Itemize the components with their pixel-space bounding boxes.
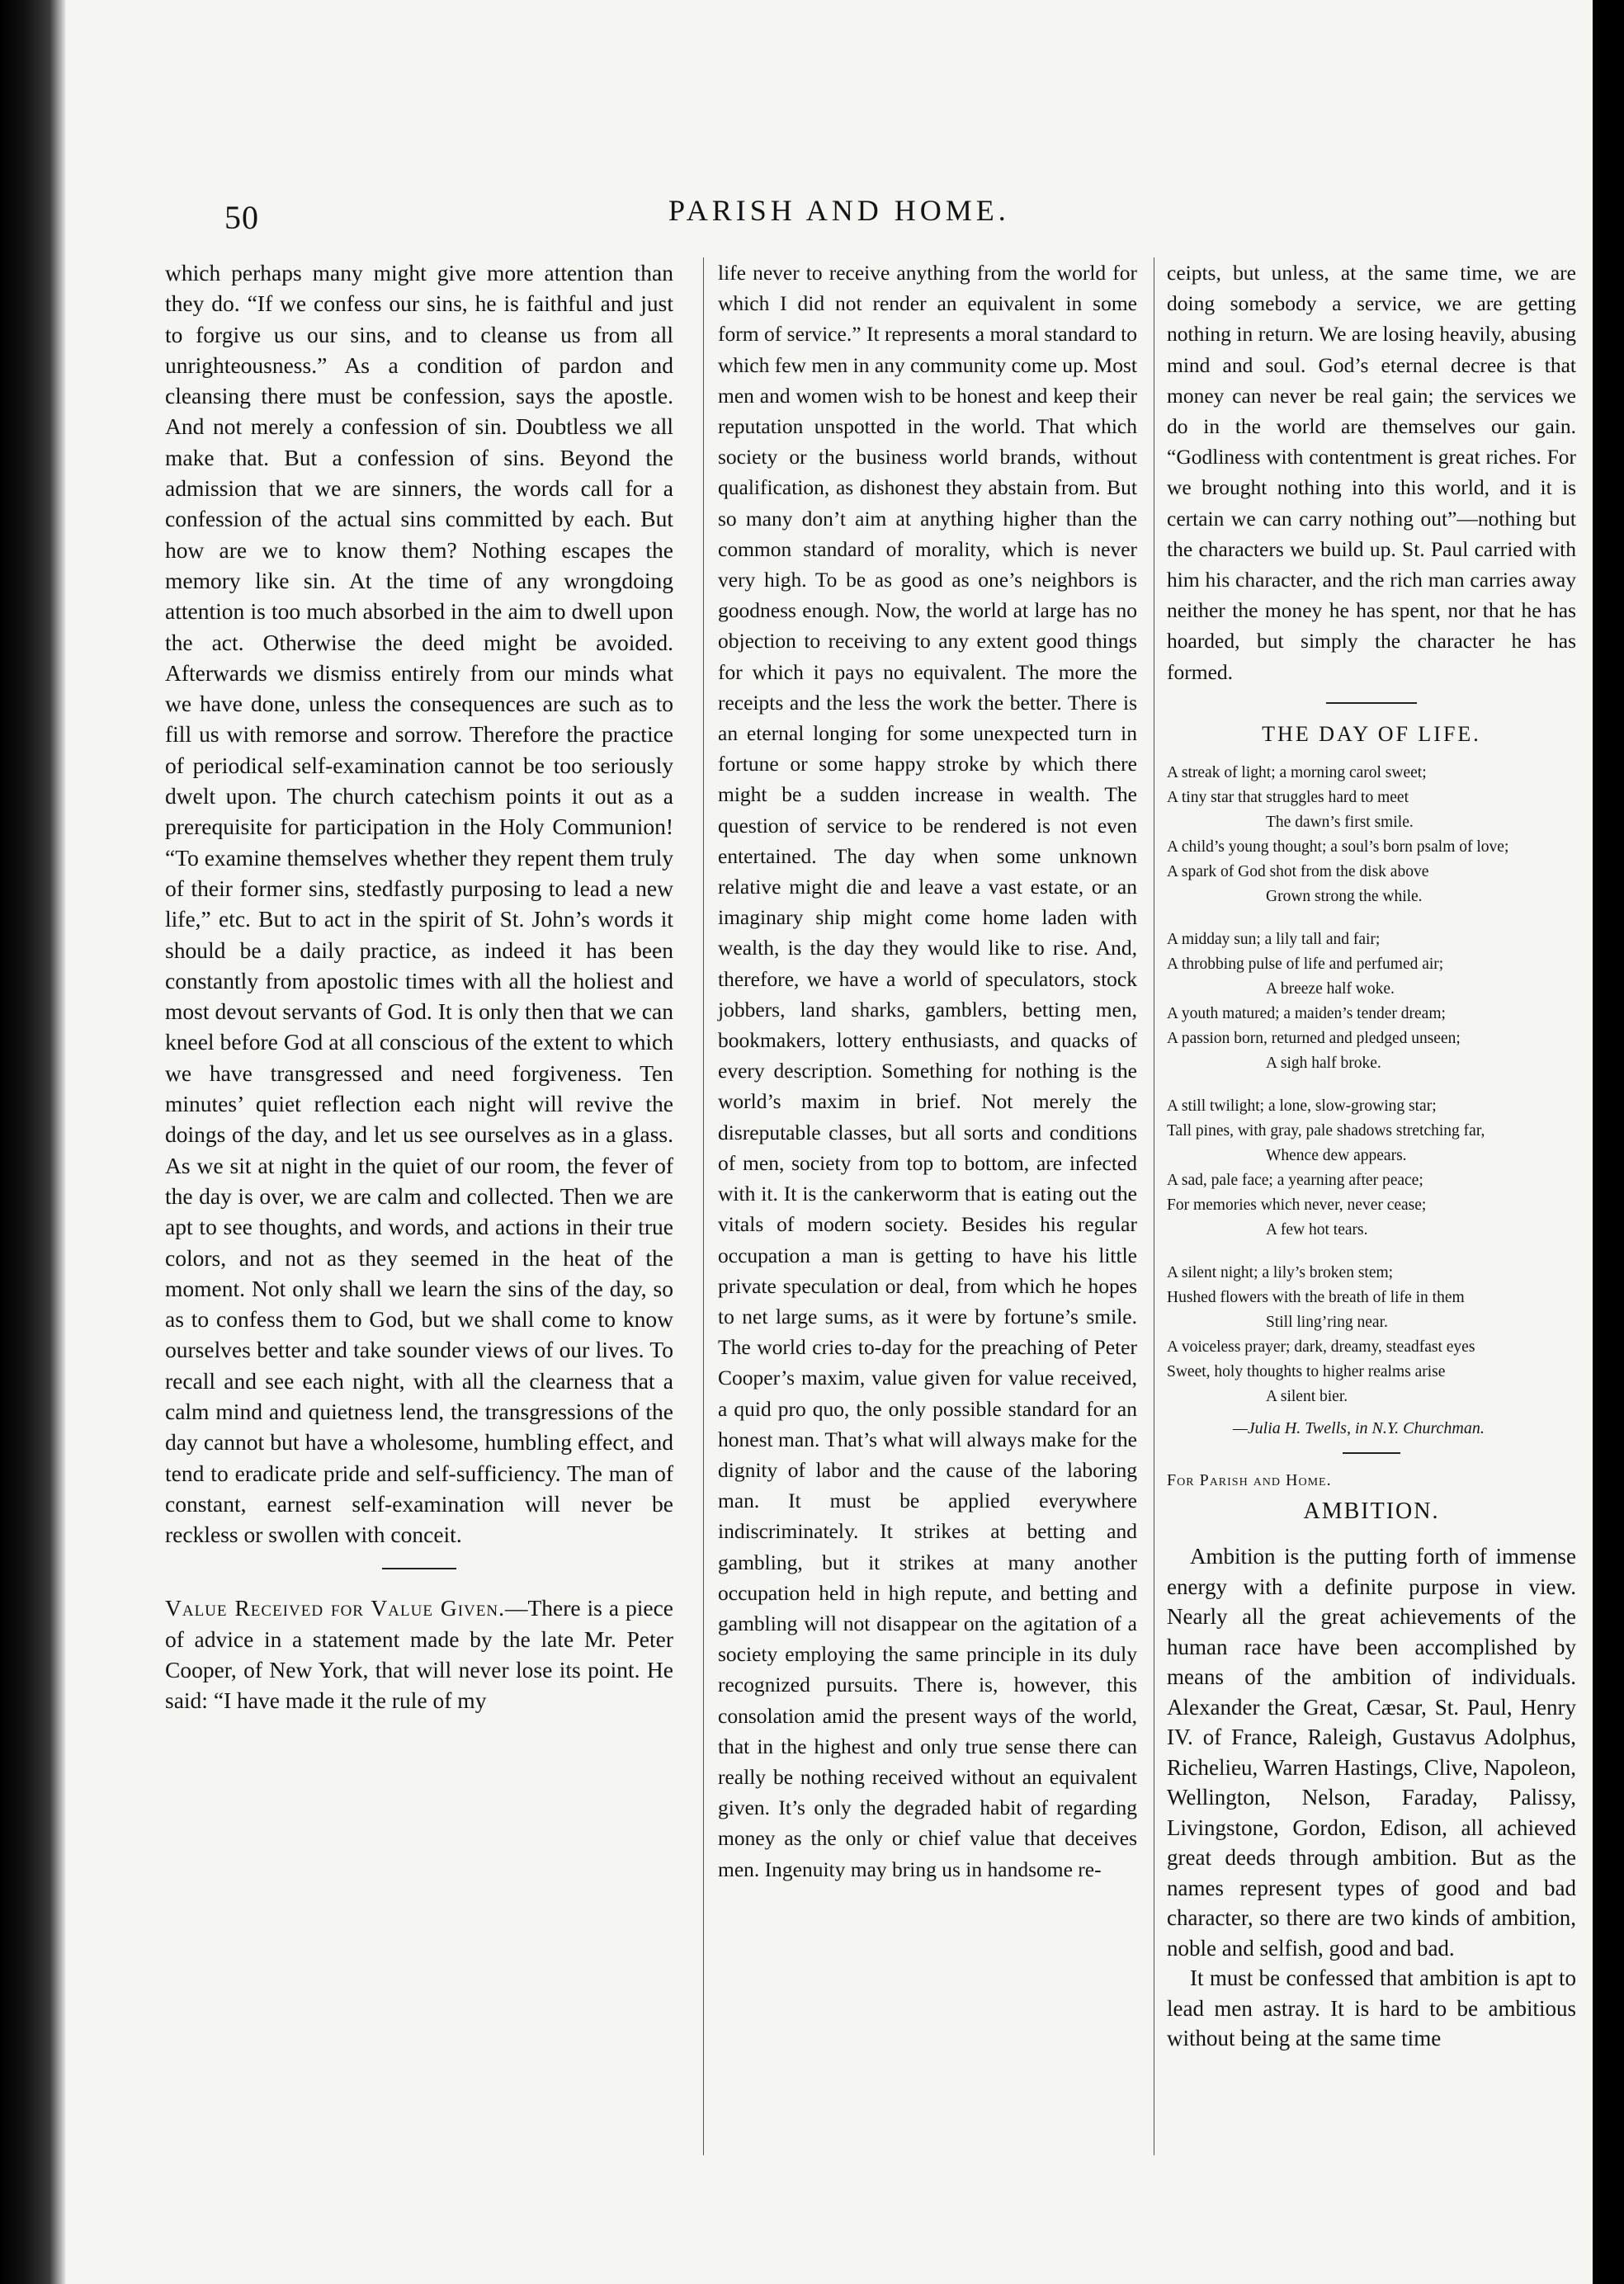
- book-spine-shadow: [0, 0, 66, 2284]
- poem-stanza: [1167, 927, 1576, 1076]
- poem-line: For memories which never, never cease;: [1167, 1196, 1427, 1215]
- poem-line: A still twilight; a lone, slow-growing star;: [1167, 1097, 1437, 1116]
- poem: [1167, 761, 1576, 1441]
- column-rule-1: [703, 257, 704, 2155]
- poem-line: A youth matured; a maiden’s tender dream;: [1167, 1005, 1446, 1023]
- page-edge-shadow: [1593, 0, 1624, 2284]
- value-received-text: —There is a piece of advice in a statement made by the late Mr. Peter Cooper, of New York, that will never lose its point. He said: “I have made it the rule of my: [165, 1595, 673, 1714]
- poem-line: A throbbing pulse of life and perfumed air;: [1167, 956, 1444, 974]
- column-2: [718, 257, 1137, 1885]
- poem-line: A child’s young thought; a soul’s born psalm of love;: [1167, 838, 1509, 856]
- poem-line: A passion born, returned and pledged unseen;: [1167, 1030, 1461, 1048]
- poem-stanza: [1167, 1261, 1576, 1409]
- ambition-title: AMBITION.: [1303, 1498, 1440, 1525]
- page-number: 50: [224, 199, 259, 236]
- poem-line: A tiny star that struggles hard to meet: [1167, 789, 1409, 807]
- section-divider: [382, 1568, 456, 1569]
- value-received-article: [165, 1593, 673, 1715]
- poem-line: A streak of light; a morning carol sweet;: [1167, 764, 1427, 782]
- poem-line: A silent night; a lily’s broken stem;: [1167, 1264, 1394, 1282]
- poem-divider: [1326, 702, 1417, 704]
- col1-text: which perhaps many might give more attention than they do. “If we confess our sins, he is faithful and just to forgive us our sins, and to cleanse us from all unrighteousness.” As a condition of pardon and cleansing there must be confession, says the apostle. And not merely a confession of sin. Doubtless we all make that. But a confession of sins. Beyond the admission that we are sinners, the words call for a confession of the actual sins committed by each. But how are we to know them? Nothing escapes the memory like sin. At the time of any wrongdoing attention is too much absorbed in the aim to dwell upon the act. Otherwise the deed might be avoided. Afterwards we dismiss entirely from our minds what we have done, unless the consequences are such as to fill us with remorse and sorrow. Therefore the practice of periodical self-examination cannot be too seriously dwelt upon. The church catechism points it out as a prerequisite for participation in the Holy Communion! “To examine themselves whether they repent them truly of their former sins, stedfastly purposing to lead a new life,” etc. But to act in the spirit of St. John’s words it should be a daily practice, as indeed it has been constantly from apostolic times with all the holiest and most devout servants of God. It is only then that we can kneel before God at all conscious of the extent to which we have transgressed and need forgiveness. Ten minutes’ quiet reflection each night will revive the doings of the day, and let us see ourselves as in a glass. As we sit at night in the quiet of our room, the fever of the day is over, we are calm and collected. Then we are apt to see thoughts, and words, and actions in their true colors, and not as they seemed in the heat of the moment. Not only shall we learn the sins of the day, so as to confess them to God, but we shall come to know ourselves better and take sounder views of our lives. To recall and see each night, with all the clearness that a calm mind and quietness lend, the transgressions of the day cannot but have a wholesome, humbling effect, and tend to eradicate pride and self-sufficiency. The man of constant, earnest self-examination will never be reckless or swollen with conceit.: [165, 260, 673, 1548]
- poem-line: Hushed flowers with the breath of life in them: [1167, 1289, 1465, 1307]
- poem-stanza: [1167, 1094, 1576, 1243]
- poem-line: A sad, pale face; a yearning after peace;: [1167, 1172, 1423, 1190]
- value-received-heading: Value Received for Value Given.: [165, 1595, 505, 1621]
- col3-text: ceipts, but unless, at the same time, we are doing somebody a service, we are getting nothing in return. We are losing heavily, abusing mind and soul. God’s eternal decree is that money can never be real gain; the services we do in the world are themselves our gain. “Godliness with contentment is great riches. For we brought nothing into this world, and it is certain we can carry nothing out”—nothing but the characters we build up. St. Paul carried with him his character, and the rich man carries away neither the money he has spent, nor that he has hoarded, but simply the character he has formed.: [1167, 261, 1576, 684]
- poem-line: A midday sun; a lily tall and fair;: [1167, 931, 1381, 949]
- poem-stanza: [1167, 761, 1576, 909]
- poem-line: A breeze half woke.: [1266, 980, 1395, 998]
- poem-line: Grown strong the while.: [1266, 888, 1423, 906]
- poem-line: Tall pines, with gray, pale shadows stretching far,: [1167, 1122, 1485, 1140]
- poem-line: Whence dew appears.: [1266, 1147, 1407, 1165]
- poem-title: THE DAY OF LIFE.: [1262, 721, 1481, 746]
- poem-line: Sweet, holy thoughts to higher realms arise: [1167, 1363, 1446, 1381]
- column-3: [1167, 257, 1576, 2054]
- poem-line: A voiceless prayer; dark, dreamy, steadfast eyes: [1167, 1338, 1475, 1357]
- running-head: PARISH AND HOME.: [668, 194, 1010, 227]
- col2-text: life never to receive anything from the world for which I did not render an equivalent in some form of service.” It represents a moral standard to which few men in any community come up. Most men and women wish to be honest and keep their reputation unspotted in the world. That which society or the business world brands, without qualification, as dishonest they abstain from. But so many don’t aim at anything higher than the common standard of morality, which is never very high. To be as good as one’s neighbors is goodness enough. Now, the world at large has no objection to receiving to any extent good things for which it pays no equivalent. The more the receipts and the less the work the better. There is an eternal longing for some unexpected turn in fortune or some happy stroke by which there might be a sudden increase in wealth. The question of service to be rendered is not even entertained. The day when some unknown relative might die and leave a vast estate, or an imaginary ship might come home laden with wealth, is the day they would like to rise. And, therefore, we have a world of speculators, stock jobbers, land sharks, gamblers, betting men, bookmakers, lottery enthusiasts, and quacks of every description. Something for nothing is the world’s maxim in brief. Not merely the disreputable classes, but all sorts and conditions of men, society from top to bottom, are infected with it. It is the cankerworm that is eating out the vitals of modern society. Besides his regular occupation a man is getting to have his little private speculation or deal, from which he hopes to net large sums, as it were by fortune’s smile. The world cries to-day for the preaching of Peter Cooper’s maxim, value given for value received, a quid pro quo, the only possible standard for an honest man. That’s what will always make for the dignity of labor and the cause of the laboring man. It must be applied everywhere indiscriminately. It strikes at betting and gambling, but it strikes at many another occupation held in high repute, and betting and gambling will not disappear on the agitation of a society employing the same principle in its duly recognized pursuits. There is, however, this consolation amid the present ways of the world, that in the highest and only true sense there can really be nothing received without an equivalent given. It’s only the degraded habit of regarding money as the only or chief value that deceives men. Ingenuity may bring us in handsome re-: [718, 261, 1137, 1881]
- poem-attribution: —Julia H. Twells, in N.Y. Churchman.: [1233, 1419, 1485, 1438]
- ambition-article: [1167, 1541, 1576, 2054]
- scanned-page: [66, 0, 1593, 2284]
- ambition-divider: [1343, 1452, 1400, 1454]
- poem-line: A few hot tears.: [1266, 1221, 1368, 1239]
- ambition-paragraph: Ambition is the putting forth of immense energy with a definite purpose in view. Nearly all the great achievements of the human race have been accomplished by means of the ambition of individuals. Alexander the Great, Cæsar, St. Paul, Henry IV. of France, Raleigh, Gustavus Adolphus, Richelieu, Warren Hastings, Clive, Napoleon, Wellington, Nelson, Faraday, Palissy, Livingstone, Gordon, Edison, all achieved great deeds through ambition. But as the names represent types of good and bad character, so there are two kinds of ambition, noble and selfish, good and bad.: [1167, 1544, 1576, 1961]
- poem-line: A silent bier.: [1266, 1388, 1348, 1406]
- for-parish-and-home: For Parish and Home.: [1167, 1471, 1332, 1490]
- poem-line: Still ling’ring near.: [1266, 1314, 1388, 1332]
- poem-line: A sigh half broke.: [1266, 1055, 1381, 1073]
- poem-line: The dawn’s first smile.: [1266, 814, 1414, 832]
- poem-line: A spark of God shot from the disk above: [1167, 863, 1429, 881]
- column-1: [165, 257, 673, 1716]
- ambition-paragraph: It must be confessed that ambition is apt to lead men astray. It is hard to be ambitious without being at the same time: [1167, 1965, 1576, 2051]
